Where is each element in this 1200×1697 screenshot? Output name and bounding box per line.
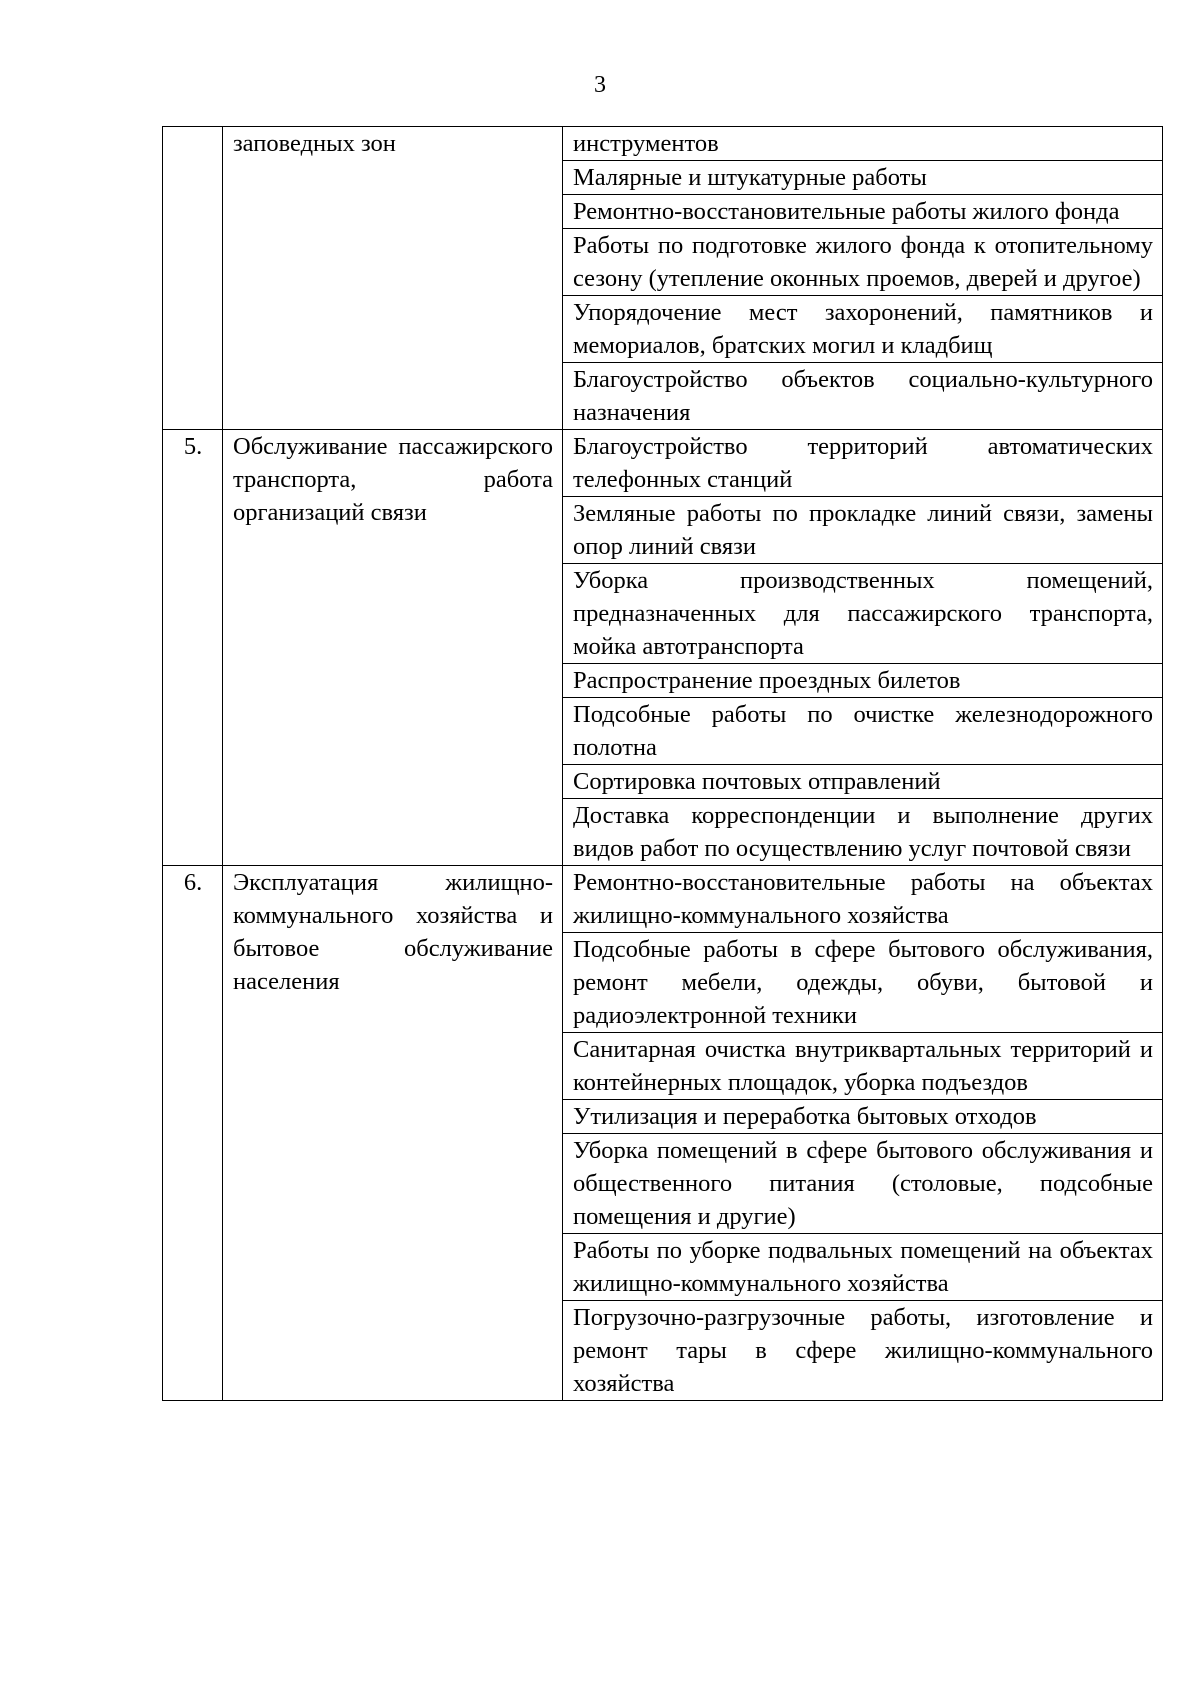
work-item: Распространение проездных билетов — [563, 664, 1163, 698]
work-item: Санитарная очистка внутриквартальных территорий и контейнерных площадок, уборка подъездов — [563, 1033, 1163, 1100]
work-item: Уборка помещений в сфере бытового обслуживания и общественного питания (столовые, подсобные помещения и другие) — [563, 1134, 1163, 1234]
group-category: Эксплуатация жилищно-коммунального хозяйства и бытовое обслуживание населения — [223, 866, 563, 1401]
work-item: Упорядочение мест захоронений, памятников и мемориалов, братских могил и кладбищ — [563, 296, 1163, 363]
work-item: Ремонтно-восстановительные работы на объектах жилищно-коммунального хозяйства — [563, 866, 1163, 933]
work-item: Подсобные работы по очистке железнодорожного полотна — [563, 698, 1163, 765]
table-body — [163, 127, 1163, 1401]
table-row — [163, 127, 1163, 161]
page-number: 3 — [594, 72, 606, 98]
work-item: Ремонтно-восстановительные работы жилого фонда — [563, 195, 1163, 229]
work-item: Малярные и штукатурные работы — [563, 161, 1163, 195]
group-number — [163, 127, 223, 430]
group-number: 5. — [163, 430, 223, 866]
group-category: заповедных зон — [223, 127, 563, 430]
table-row — [163, 430, 1163, 497]
work-item: Благоустройство объектов социально-культурного назначения — [563, 363, 1163, 430]
work-item: Подсобные работы в сфере бытового обслуживания, ремонт мебели, одежды, обуви, бытовой и радиоэлектронной техники — [563, 933, 1163, 1033]
work-item: Сортировка почтовых отправлений — [563, 765, 1163, 799]
work-item: Работы по уборке подвальных помещений на объектах жилищно-коммунального хозяйства — [563, 1234, 1163, 1301]
group-category: Обслуживание пассажирского транспорта, работа организаций связи — [223, 430, 563, 866]
table-row — [163, 866, 1163, 933]
work-item: Уборка производственных помещений, предназначенных для пассажирского транспорта, мойка автотранспорта — [563, 564, 1163, 664]
group-number: 6. — [163, 866, 223, 1401]
work-item: Погрузочно-разгрузочные работы, изготовление и ремонт тары в сфере жилищно-коммунального хозяйства — [563, 1301, 1163, 1401]
work-item: Утилизация и переработка бытовых отходов — [563, 1100, 1163, 1134]
work-item: Доставка корреспонденции и выполнение других видов работ по осуществлению услуг почтовой связи — [563, 799, 1163, 866]
work-item: Благоустройство территорий автоматических телефонных станций — [563, 430, 1163, 497]
work-item: инструментов — [563, 127, 1163, 161]
works-table — [162, 126, 1163, 1401]
work-item: Работы по подготовке жилого фонда к отопительному сезону (утепление оконных проемов, дверей и другое) — [563, 229, 1163, 296]
work-item: Земляные работы по прокладке линий связи, замены опор линий связи — [563, 497, 1163, 564]
